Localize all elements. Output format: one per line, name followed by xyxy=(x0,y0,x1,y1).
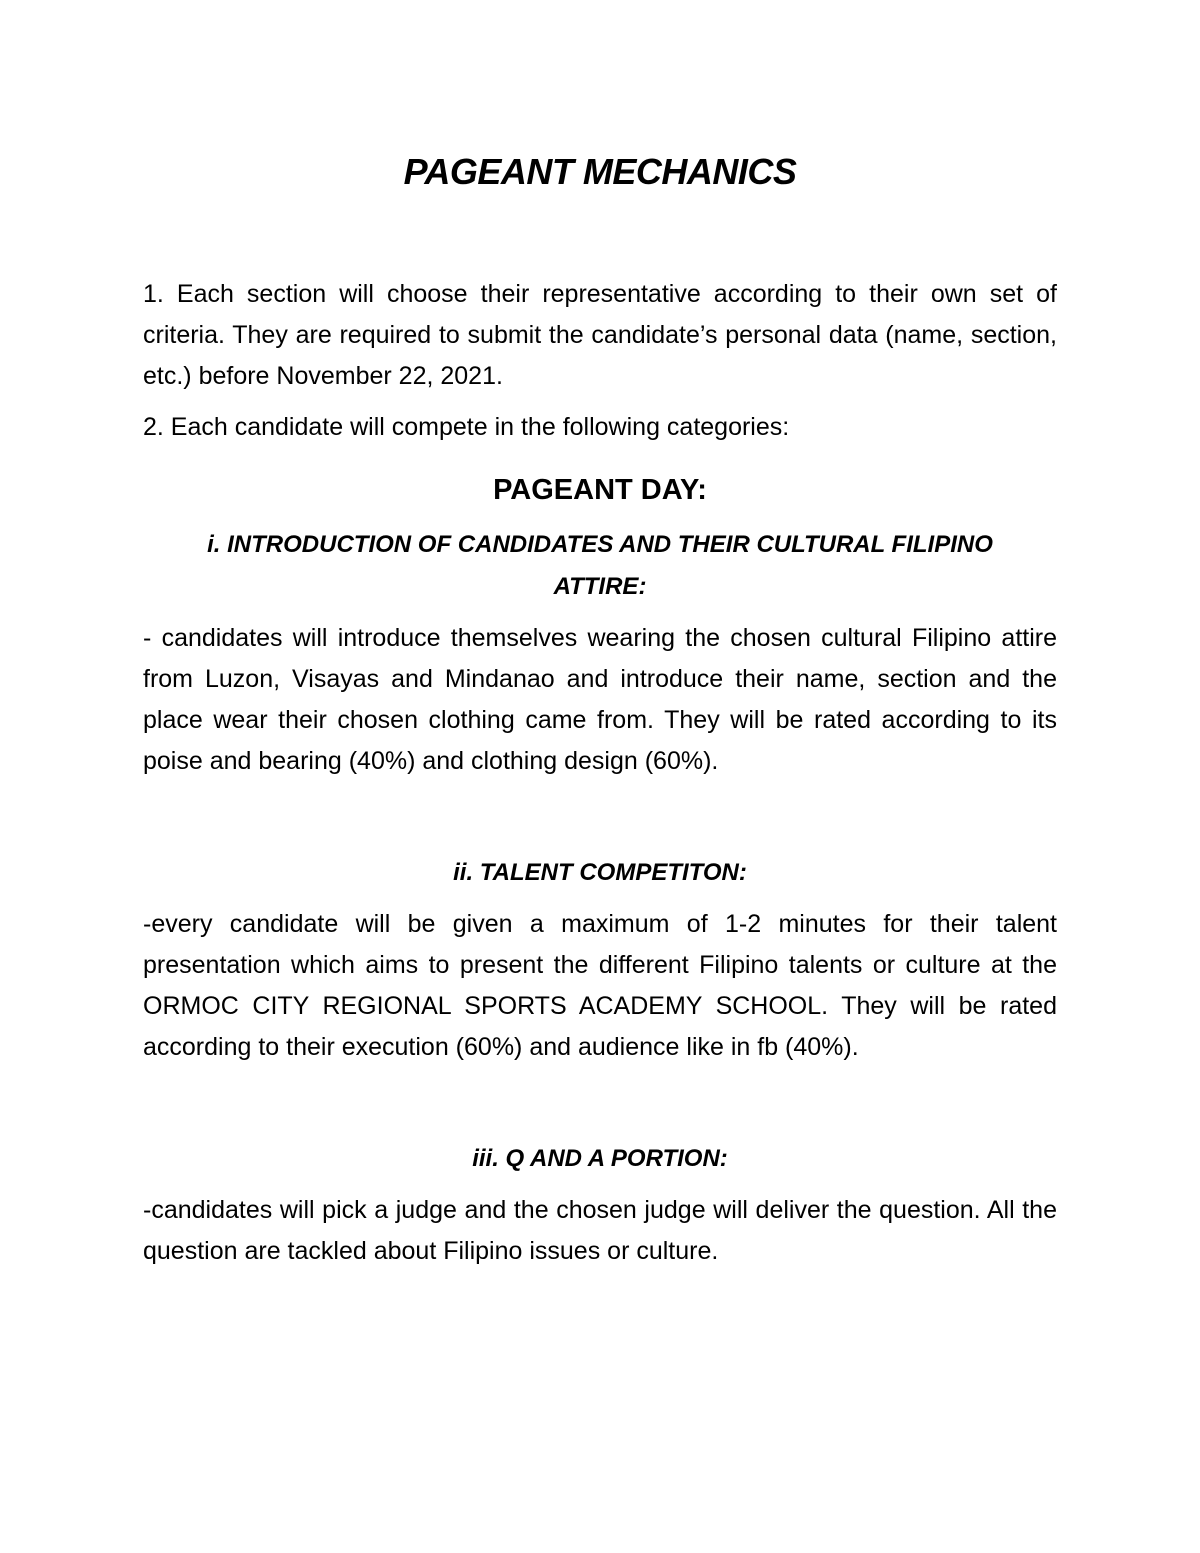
category-2-body: -every candidate will be given a maximum of 1-2 minutes for their talent presentation which aims to present the different Filipino talents or culture at the ORMOC CITY REGIONAL SPORTS ACADEMY SCHOOL. They will be rated according to their execution (60%) and audience like in fb (40%). xyxy=(143,910,1057,1061)
rule-2-paragraph: 2. Each candidate will compete in the following categories: xyxy=(143,413,790,441)
category-1-body: - candidates will introduce themselves wearing the chosen cultural Filipino attire from Luzon, Visayas and Mindanao and introduce their name, section and the place wear their chosen clothing came from. They will be rated according to its poise and bearing (40%) and clothing design (60%). xyxy=(143,624,1057,775)
rule-1-paragraph: 1. Each section will choose their representative according to their own set of criteria. They are required to submit the candidate’s personal data (name, section, etc.) before November 22, 2021. xyxy=(143,280,1057,390)
pageant-day-heading: PAGEANT DAY: xyxy=(493,474,707,506)
category-3-heading: iii. Q AND A PORTION: xyxy=(472,1145,728,1172)
category-3-body: -candidates will pick a judge and the chosen judge will deliver the question. All the question are tackled about Filipino issues or culture. xyxy=(143,1196,1057,1265)
page-title: PAGEANT MECHANICS xyxy=(403,151,797,192)
document-content xyxy=(143,148,1057,1282)
category-1-heading: i. INTRODUCTION OF CANDIDATES AND THEIR CULTURAL FILIPINO ATTIRE: xyxy=(207,531,993,600)
category-2-heading: ii. TALENT COMPETITON: xyxy=(453,859,747,886)
